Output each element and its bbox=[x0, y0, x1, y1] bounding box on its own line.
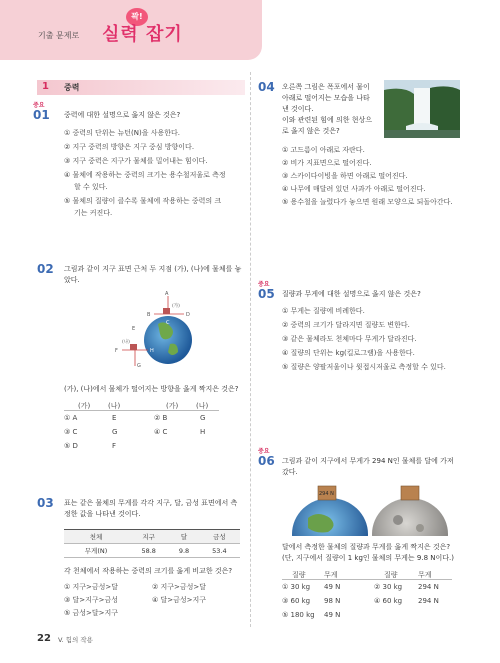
q01-option: ④ 물체에 작용하는 중력의 크기는 용수철저울로 측정 bbox=[64, 171, 226, 179]
q06-question-line: 달에서 측정한 물체의 질량과 무게를 옳게 짝지은 것은? bbox=[282, 543, 451, 551]
waterfall-photo bbox=[384, 80, 460, 138]
q04-option: ④ 나무에 매달려 있던 사과가 아래로 떨어진다. bbox=[282, 185, 426, 193]
answer-cell: ④ C bbox=[154, 428, 168, 436]
q04-number: 04 bbox=[258, 80, 275, 94]
q05-option: ② 중력의 크기가 달라지면 질량도 변한다. bbox=[282, 321, 410, 329]
q02-question: (가), (나)에서 물체가 떨어지는 방향을 옳게 짝지은 것은? bbox=[64, 385, 239, 393]
column-divider bbox=[250, 72, 251, 627]
q06-text-line: 그림과 같이 지구에서 무게가 294 N인 물체를 달에 가져 bbox=[282, 457, 454, 465]
q04-option: ③ 스카이다이빙을 하면 아래로 떨어진다. bbox=[282, 172, 408, 180]
q01-option: ⑤ 물체의 질량이 클수록 물체에 작용하는 중력의 크 bbox=[64, 197, 222, 205]
q05-option: ① 무게는 질량에 비례한다. bbox=[282, 307, 365, 315]
q03-option: ② 지구>금성>달 bbox=[152, 583, 207, 591]
q01-option: ① 중력의 단위는 뉴턴(N)을 사용한다. bbox=[64, 129, 181, 137]
col-head: 질량 bbox=[292, 571, 306, 579]
q03-text-line: 정한 값을 나타낸 것이다. bbox=[64, 510, 141, 518]
important-mark: 중요 bbox=[258, 448, 270, 455]
col-head: 무게 bbox=[324, 571, 338, 579]
q02-text-line: 았다. bbox=[64, 276, 80, 284]
object-na bbox=[130, 344, 137, 350]
label-d: D bbox=[186, 312, 190, 318]
earth-diagram bbox=[100, 288, 210, 368]
q06-answer-row bbox=[282, 611, 462, 621]
answer-cell: F bbox=[112, 442, 117, 450]
important-mark: 중요 bbox=[258, 281, 270, 288]
q06-header-line bbox=[282, 579, 452, 580]
q04-option: ② 비가 지표면으로 떨어진다. bbox=[282, 159, 372, 167]
q01-option: ② 지구 중력의 방향은 지구 중심 방향이다. bbox=[64, 143, 195, 151]
label-ga: (가) bbox=[172, 304, 180, 309]
header-subtitle: 기출 문제로 bbox=[38, 31, 80, 40]
q01-text: 중력에 대한 설명으로 옳지 않은 것은? bbox=[64, 111, 181, 119]
label-c: C bbox=[166, 320, 170, 326]
q03-table bbox=[64, 529, 240, 558]
label-b: B bbox=[147, 312, 151, 318]
q05-option: ③ 같은 물체라도 천체마다 무게가 달라진다. bbox=[282, 335, 417, 343]
answer-cell: 49 N bbox=[324, 583, 341, 591]
col-head: 무게 bbox=[418, 571, 432, 579]
answer-cell: ② 30 kg bbox=[374, 583, 403, 591]
answer-cell: 98 N bbox=[324, 597, 341, 605]
answer-cell: ③ C bbox=[64, 428, 78, 436]
table-header-cell: 금성 bbox=[199, 530, 240, 544]
label-a: A bbox=[165, 291, 169, 297]
q01-number: 01 bbox=[33, 108, 50, 122]
q03-option: ① 지구>금성>달 bbox=[64, 583, 119, 591]
q06-text-line: 갔다. bbox=[282, 468, 298, 476]
earth-moon-figure bbox=[290, 478, 450, 536]
q02-text-line: 그림과 같이 지구 표면 근처 두 지점 (가), (나)에 물체를 놓 bbox=[64, 265, 242, 273]
col-head: (가) bbox=[78, 402, 91, 410]
table-cell: 53.4 bbox=[199, 544, 240, 558]
page-header bbox=[0, 0, 500, 62]
q04-text-line: 낸 것이다. bbox=[282, 105, 314, 113]
table-cell: 58.8 bbox=[128, 544, 169, 558]
section-title: 중력 bbox=[64, 83, 80, 92]
q02-number: 02 bbox=[37, 262, 54, 276]
box-weight-label: 294 N bbox=[319, 491, 334, 497]
answer-cell: ① 30 kg bbox=[282, 583, 311, 591]
label-h: H bbox=[150, 348, 154, 354]
answer-cell: 294 N bbox=[418, 597, 439, 605]
col-head: (나) bbox=[196, 402, 209, 410]
q04-text-line: 아래로 떨어지는 모습을 나타 bbox=[282, 94, 370, 102]
table-cell: 무게(N) bbox=[64, 544, 128, 558]
answer-cell: E bbox=[112, 414, 117, 422]
answer-cell: G bbox=[112, 428, 118, 436]
q04-text-line: 오른쪽 그림은 폭포에서 물이 bbox=[282, 83, 370, 91]
q01-option-cont: 기는 커진다. bbox=[74, 209, 113, 217]
col-head: 질량 bbox=[384, 571, 398, 579]
table-header-row bbox=[64, 530, 240, 544]
table-cell: 9.8 bbox=[169, 544, 198, 558]
q03-option: ④ 달>금성>지구 bbox=[152, 596, 207, 604]
answer-cell: ⑤ D bbox=[64, 442, 78, 450]
q01-option: ③ 지구 중력은 지구가 물체를 밀어내는 힘이다. bbox=[64, 157, 208, 165]
label-na: (나) bbox=[122, 340, 130, 345]
q04-option: ① 고드름이 아래로 자란다. bbox=[282, 146, 365, 154]
q05-number: 05 bbox=[258, 287, 275, 301]
answer-cell: ④ 60 kg bbox=[374, 597, 403, 605]
header-badge: 꽉! bbox=[126, 8, 148, 26]
q01-option-cont: 할 수 있다. bbox=[74, 183, 108, 191]
q03-text-line: 표는 같은 물체의 무게를 각각 지구, 달, 금성 표면에서 측 bbox=[64, 499, 238, 507]
important-mark: 중요 bbox=[33, 102, 45, 109]
q03-number: 03 bbox=[37, 496, 54, 510]
q05-text: 질량과 무게에 대한 설명으로 옳지 않은 것은? bbox=[282, 290, 421, 298]
q06-question-line: (단, 지구에서 질량이 1 kg인 물체의 무게는 9.8 N이다.) bbox=[282, 554, 454, 562]
q02-header-line bbox=[64, 410, 219, 411]
answer-cell: ⑤ 180 kg bbox=[282, 611, 315, 619]
col-head: (가) bbox=[166, 402, 179, 410]
q04-text-line: 이와 관련된 힘에 의한 현상으 bbox=[282, 116, 373, 124]
q02-answer-row bbox=[64, 428, 244, 438]
table-header-cell: 지구 bbox=[128, 530, 169, 544]
q02-answer-row bbox=[64, 414, 244, 424]
label-f: F bbox=[115, 348, 118, 354]
page-number: 22 bbox=[37, 633, 51, 644]
table-header-cell: 천체 bbox=[64, 530, 128, 544]
object-ga bbox=[163, 308, 170, 314]
header-title: 실력 잡기 bbox=[102, 24, 183, 45]
chapter-label: V. 힘의 작용 bbox=[58, 636, 93, 644]
answer-cell: 294 N bbox=[418, 583, 439, 591]
section-number: 1 bbox=[42, 81, 49, 92]
q04-text-line: 로 옳지 않은 것은? bbox=[282, 127, 340, 135]
q06-answer-row bbox=[282, 597, 462, 607]
answer-cell: G bbox=[200, 414, 206, 422]
table-row bbox=[64, 544, 240, 558]
table-header-cell: 달 bbox=[169, 530, 198, 544]
q04-option: ⑤ 용수철을 늘렸다가 놓으면 원래 모양으로 되돌아간다. bbox=[282, 198, 453, 206]
answer-cell: ③ 60 kg bbox=[282, 597, 311, 605]
answer-cell: 49 N bbox=[324, 611, 341, 619]
q06-answer-row bbox=[282, 583, 462, 593]
q05-option: ④ 질량의 단위는 kg(킬로그램)을 사용한다. bbox=[282, 349, 415, 357]
answer-cell: ① A bbox=[64, 414, 78, 422]
label-e: E bbox=[132, 326, 136, 332]
label-g: G bbox=[137, 363, 141, 368]
q03-question: 각 천체에서 작용하는 중력의 크기를 옳게 비교한 것은? bbox=[64, 567, 233, 575]
answer-cell: ② B bbox=[154, 414, 168, 422]
q06-number: 06 bbox=[258, 454, 275, 468]
col-head: (나) bbox=[108, 402, 121, 410]
q02-answer-row bbox=[64, 442, 244, 452]
moon bbox=[372, 498, 448, 536]
q03-option: ⑤ 금성>달>지구 bbox=[64, 609, 119, 617]
q05-option: ⑤ 질량은 양팔저울이나 윗접시저울로 측정할 수 있다. bbox=[282, 363, 446, 371]
answer-cell: H bbox=[200, 428, 206, 436]
q03-option: ③ 달>지구>금성 bbox=[64, 596, 119, 604]
box-on-moon bbox=[401, 486, 419, 500]
